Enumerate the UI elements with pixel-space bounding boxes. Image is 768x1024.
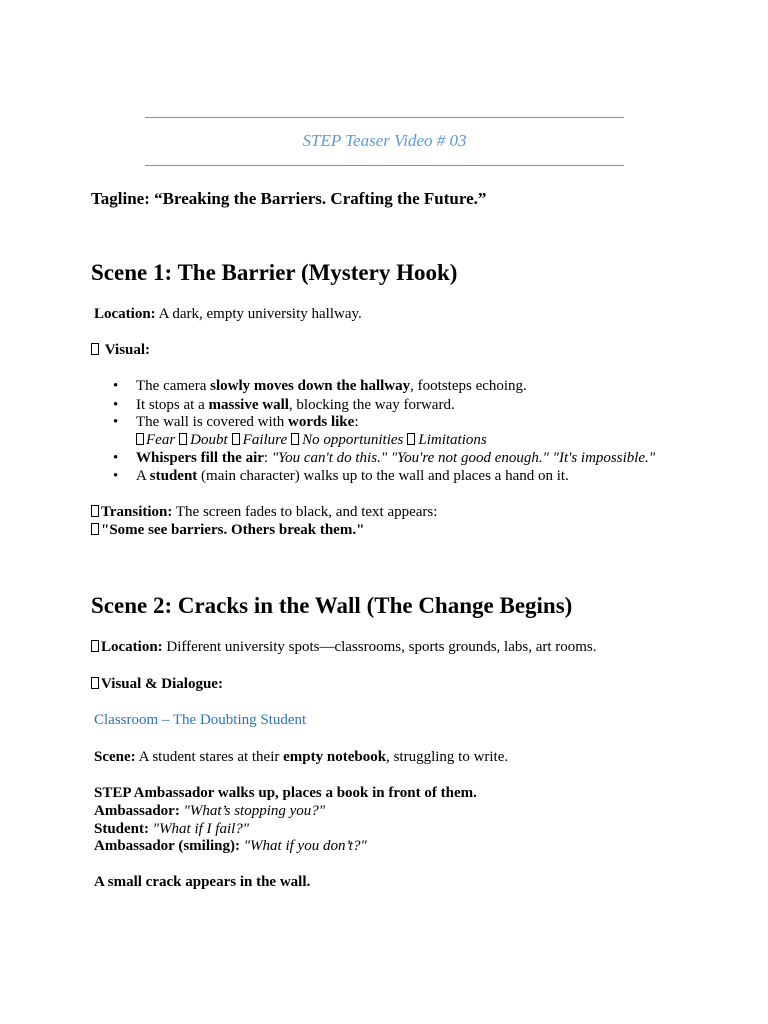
dialogue-line-1 bbox=[94, 802, 325, 820]
scene-pre: A student stares at their bbox=[135, 749, 284, 765]
missing-glyph-icon bbox=[136, 433, 144, 445]
bullet-3-pre: The wall is covered with bbox=[136, 414, 289, 430]
scene1-bullet-4 bbox=[136, 449, 655, 467]
wall-word: Fear bbox=[146, 432, 176, 448]
bullet-dot: • bbox=[113, 450, 119, 466]
scene-post: , struggling to write. bbox=[386, 749, 509, 765]
missing-glyph-icon bbox=[179, 433, 187, 445]
speaker-label: Student: bbox=[94, 821, 150, 837]
scene-bold: empty notebook bbox=[283, 749, 387, 765]
document-title: STEP Teaser Video # 03 bbox=[302, 131, 467, 150]
scene1-heading: Scene 1: The Barrier (Mystery Hook) bbox=[91, 260, 458, 285]
missing-glyph-icon bbox=[91, 505, 99, 517]
scene2-visual-label: Visual & Dialogue: bbox=[101, 676, 223, 692]
bullet-1-pre: The camera bbox=[136, 378, 211, 394]
scene1-location bbox=[94, 305, 362, 323]
missing-glyph-icon bbox=[91, 640, 99, 652]
bullet-dot: • bbox=[113, 468, 119, 484]
scene2-visual bbox=[91, 675, 223, 693]
missing-glyph-icon bbox=[407, 433, 415, 445]
transition-label: Transition: bbox=[101, 504, 173, 520]
speaker-label: Ambassador (smiling): bbox=[94, 838, 240, 854]
scene1-bullet-3 bbox=[136, 413, 358, 431]
title-block bbox=[145, 117, 624, 166]
transition-text: The screen fades to black, and text appears: bbox=[172, 504, 438, 520]
bullet-3-bold: words like bbox=[288, 414, 355, 430]
scene1-bullet-2 bbox=[136, 396, 455, 414]
scene1-bullet-5 bbox=[136, 467, 569, 485]
bullet-5-pre: A bbox=[136, 468, 150, 484]
bullet-2-pre: It stops at a bbox=[136, 397, 209, 413]
scene1-visual bbox=[91, 341, 150, 359]
scene1-location-label: Location: bbox=[94, 306, 156, 322]
bullet-5-post: (main character) walks up to the wall and places a hand on it. bbox=[197, 468, 569, 484]
scene-label: Scene: bbox=[94, 749, 136, 765]
wall-word: Failure bbox=[242, 432, 288, 448]
wall-word: Doubt bbox=[190, 432, 228, 448]
closing-line bbox=[94, 873, 310, 891]
bullet-4-colon: : bbox=[263, 450, 272, 466]
missing-glyph-icon bbox=[232, 433, 240, 445]
bullet-1-post: , footsteps echoing. bbox=[410, 378, 527, 394]
dialogue-line-2 bbox=[94, 820, 249, 838]
scene1-wall-words bbox=[136, 431, 487, 449]
dialogue-text: "What if you don’t?" bbox=[243, 838, 367, 854]
classroom-subheading: Classroom – The Doubting Student bbox=[94, 712, 307, 728]
bullet-4-italic: "You can't do this." "You're not good enough." "It's impossible." bbox=[271, 450, 656, 466]
bullet-5-bold: student bbox=[149, 468, 198, 484]
scene2-heading: Scene 2: Cracks in the Wall (The Change Begins) bbox=[91, 593, 573, 618]
dialogue-text: "What if I fail?" bbox=[152, 821, 250, 837]
speaker-label: Ambassador: bbox=[94, 803, 180, 819]
bullet-1-bold: slowly moves down the hallway bbox=[210, 378, 411, 394]
scene2-location-text: Different university spots—classrooms, sports grounds, labs, art rooms. bbox=[162, 639, 597, 655]
bullet-dot: • bbox=[113, 378, 119, 394]
dialogue-text: "What’s stopping you?" bbox=[183, 803, 326, 819]
scene2-location-label: Location: bbox=[101, 639, 163, 655]
bullet-dot: • bbox=[113, 397, 119, 413]
missing-glyph-icon bbox=[291, 433, 299, 445]
scene1-location-text: A dark, empty university hallway. bbox=[155, 306, 362, 322]
missing-glyph-icon bbox=[91, 343, 99, 355]
scene1-transition bbox=[91, 503, 437, 521]
bullet-2-bold: massive wall bbox=[208, 397, 289, 413]
bullet-4-bold: Whispers fill the air bbox=[136, 450, 264, 466]
tagline: Tagline: “Breaking the Barriers. Crafting the Future.” bbox=[91, 189, 487, 208]
transition-quote: "Some see barriers. Others break them." bbox=[101, 522, 365, 538]
wall-word: Limitations bbox=[418, 432, 487, 448]
stage-direction bbox=[94, 784, 477, 802]
missing-glyph-icon bbox=[91, 523, 99, 535]
scene1-bullet-1 bbox=[136, 377, 527, 395]
bullet-2-post: , blocking the way forward. bbox=[288, 397, 455, 413]
stage-direction-text: STEP Ambassador walks up, places a book in front of them. bbox=[94, 785, 477, 801]
scene1-visual-label: Visual: bbox=[104, 342, 151, 358]
bullet-3-post: : bbox=[354, 414, 359, 430]
wall-word: No opportunities bbox=[302, 432, 404, 448]
missing-glyph-icon bbox=[91, 677, 99, 689]
dialogue-line-3 bbox=[94, 837, 367, 855]
scene1-transition-quote bbox=[91, 521, 364, 539]
scene2-location bbox=[91, 638, 597, 656]
scene2-scene-line bbox=[94, 748, 508, 766]
bullet-dot: • bbox=[113, 414, 119, 430]
closing-text: A small crack appears in the wall. bbox=[94, 874, 311, 890]
